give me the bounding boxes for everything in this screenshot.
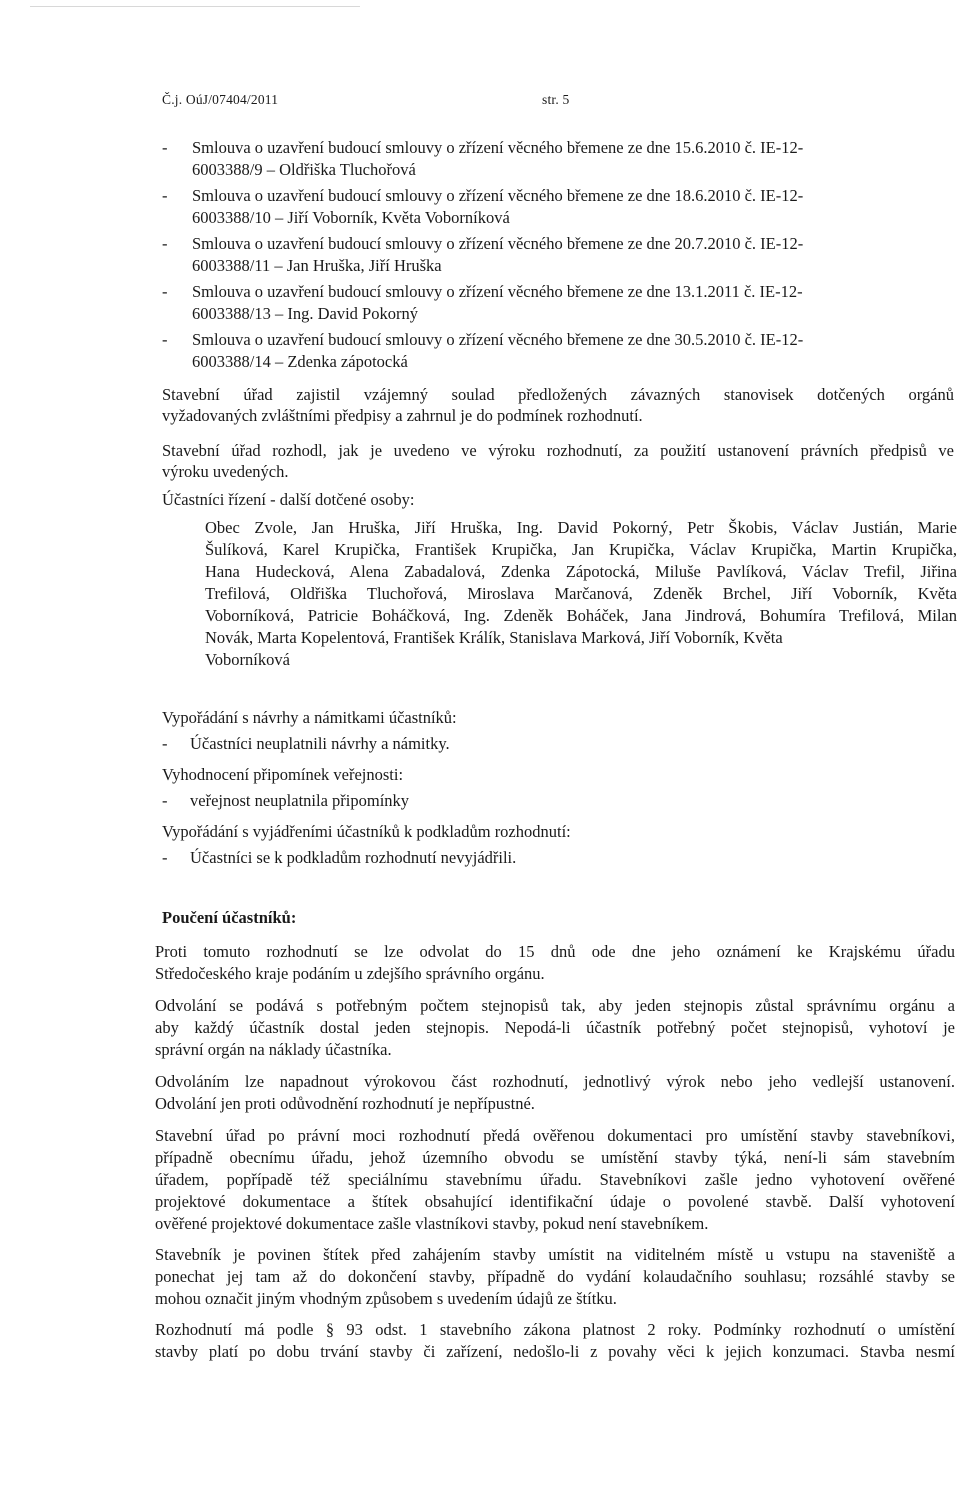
paragraph-line: Odvoláním lze napadnout výrokovou část rozhodnutí, jednotlivý výrok nebo jeho vedlejší ustanovení. <box>155 1072 955 1091</box>
paragraph-line: správní orgán na náklady účastníka. <box>155 1040 392 1059</box>
paragraph-line: Rozhodnutí má podle § 93 odst. 1 stavebního zákona platnost 2 roky. Podmínky rozhodnutí o umístění <box>155 1320 955 1339</box>
section-heading-vyjadreni: Vypořádání s vyjádřeními účastníků k podkladům rozhodnutí: <box>162 822 571 841</box>
section-heading-pripominky: Vyhodnocení připomínek veřejnosti: <box>162 765 404 784</box>
contract-line: Smlouva o uzavření budoucí smlouvy o zřízení věcného břemene ze dne 30.5.2010 č. IE-12- <box>192 330 804 349</box>
section-item-pripominky: veřejnost neuplatnila připomínky <box>190 791 410 810</box>
contract-line: 6003388/11 – Jan Hruška, Jiří Hruška <box>192 256 442 275</box>
paragraph-line: Stavebník je povinen štítek před zahájením stavby umístit na viditelném místě u vstupu na staveniště a <box>155 1245 955 1264</box>
list-dash: - <box>162 138 168 157</box>
participants-line: Obec Zvole, Jan Hruška, Jiří Hruška, Ing. David Pokorný, Petr Škobis, Václav Justián, Marie <box>205 518 957 537</box>
paragraph-line: projektové dokumentace a štítek obsahující identifikační údaje o povolené stavbě. Další vyhotovení <box>155 1192 955 1211</box>
paragraph-line: Středočeského kraje podáním u zdejšího správního orgánu. <box>155 964 545 983</box>
contract-line: 6003388/14 – Zdenka zápotocká <box>192 352 408 371</box>
contract-line: 6003388/13 – Ing. David Pokorný <box>192 304 418 323</box>
participants-line: Novák, Marta Kopelentová, František Králík, Stanislava Marková, Jiří Voborník, Květa <box>205 628 783 647</box>
list-dash: - <box>162 186 168 205</box>
list-dash: - <box>162 791 168 810</box>
list-dash: - <box>162 282 168 301</box>
list-dash: - <box>162 734 168 753</box>
section-item-vyjadreni: Účastníci se k podkladům rozhodnutí nevyjádřili. <box>190 848 517 867</box>
paragraph-line: vyžadovaných zvláštními předpisy a zahrnul je do podmínek rozhodnutí. <box>162 406 643 425</box>
paragraph-line: Proti tomuto rozhodnutí se lze odvolat do 15 dnů ode dne jeho oznámení ke Krajskému úřadu <box>155 942 955 961</box>
contract-line: 6003388/10 – Jiří Voborník, Květa Voborníková <box>192 208 510 227</box>
paragraph-line: mohou označit jiným vhodným způsobem s uvedením údajů ze štítku. <box>155 1289 617 1308</box>
paragraph-line: úřadem, popřípadě též speciálnímu stavebnímu úřadu. Stavebníkovi zašle jedno vyhotovení ověřené <box>155 1170 955 1189</box>
section-item-navrhy: Účastníci neuplatnili návrhy a námitky. <box>190 734 450 753</box>
paragraph-line: Odvolání jen proti odůvodnění rozhodnutí je nepřípustné. <box>155 1094 535 1113</box>
contract-line: Smlouva o uzavření budoucí smlouvy o zřízení věcného břemene ze dne 18.6.2010 č. IE-12- <box>192 186 804 205</box>
pouceni-heading: Poučení účastníků: <box>162 908 297 927</box>
paragraph-line: Stavební úřad rozhodl, jak je uvedeno ve výroku rozhodnutí, za použití ustanovení právních předpisů ve <box>162 441 954 460</box>
paragraph-line: aby každý účastník dostal jeden stejnopis. Nepodá-li účastník potřebný počet stejnopisů, vyhotoví je <box>155 1018 955 1037</box>
participants-line: Trefilová, Oldřiška Tluchořová, Miroslava Marčanová, Zdeněk Brchel, Jiří Voborník, Květa <box>205 584 957 603</box>
paragraph-line: případně obecnímu úřadu, jehož územního obvodu se umístění stavby týká, není-li sám stavebním <box>155 1148 955 1167</box>
paragraph-line: Odvolání se podává s potřebným počtem stejnopisů tak, aby jeden stejnopis zůstal správnímu orgánu a <box>155 996 955 1015</box>
scan-edge-line <box>30 6 360 7</box>
participants-line: Voborníková <box>205 650 290 669</box>
paragraph-line: stavby platí po dobu trvání stavby či zařízení, nedošlo-li z povahy věci k jejich konzumaci. Stavba nesmí <box>155 1342 955 1361</box>
paragraph-line: Stavební úřad zajistil vzájemný soulad předložených závazných stanovisek dotčených orgánů <box>162 385 954 404</box>
list-dash: - <box>162 848 168 867</box>
paragraph-line: výroku uvedených. <box>162 462 289 481</box>
contract-line: Smlouva o uzavření budoucí smlouvy o zřízení věcného břemene ze dne 20.7.2010 č. IE-12- <box>192 234 804 253</box>
participants-line: Šulíková, Karel Krupička, František Krupička, Jan Krupička, Václav Krupička, Martin Krupička, <box>205 540 957 559</box>
list-dash: - <box>162 234 168 253</box>
contract-line: 6003388/9 – Oldřiška Tluchořová <box>192 160 416 179</box>
paragraph-line: Stavební úřad po právní moci rozhodnutí předá ověřenou dokumentaci pro umístění stavby stavebníkovi, <box>155 1126 955 1145</box>
contract-line: Smlouva o uzavření budoucí smlouvy o zřízení věcného břemene ze dne 13.1.2011 č. IE-12- <box>192 282 803 301</box>
page-number: str. 5 <box>542 92 570 107</box>
section-heading-navrhy: Vypořádání s návrhy a námitkami účastníků: <box>162 708 457 727</box>
paragraph-line: ponechat jej tam až do dokončení stavby, případně do vydání kolaudačního souhlasu; rozsáhlé stavby se <box>155 1267 955 1286</box>
contract-line: Smlouva o uzavření budoucí smlouvy o zřízení věcného břemene ze dne 15.6.2010 č. IE-12- <box>192 138 804 157</box>
participants-line: Voborníková, Patricie Boháčková, Ing. Zdeněk Boháček, Jana Jindrová, Bohumíra Trefilová, Milan <box>205 606 957 625</box>
participants-line: Hana Hudecková, Alena Zabadalová, Zdenka Zápotocká, Miluše Pavlíková, Václav Trefil, Jiřina <box>205 562 957 581</box>
reference-number: Č.j. OúJ/07404/2011 <box>162 92 279 107</box>
paragraph-line: ověřené projektové dokumentace zašle vlastníkovi stavby, pokud není stavebníkem. <box>155 1214 709 1233</box>
list-dash: - <box>162 330 168 349</box>
participants-heading: Účastníci řízení - další dotčené osoby: <box>162 490 415 509</box>
